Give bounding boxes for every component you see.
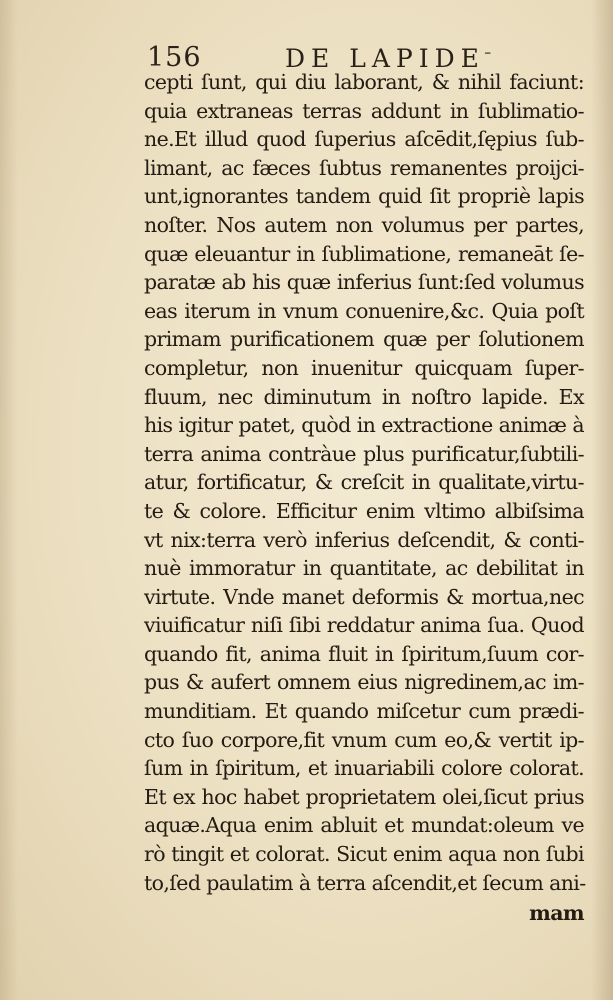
text-line: aquæ.Aqua enim abluit et mundat:oleum ve — [144, 813, 584, 838]
text-line: to,ſed paulatim à terra aſcendit,et ſecum ani- — [144, 870, 586, 895]
text-line: quia extraneas terras addunt in ſublimatio- — [144, 98, 584, 123]
text-line: cto ſuo corpore,fit vnum cum eo,& vertit ip- — [144, 727, 584, 752]
catchword: mam — [529, 901, 584, 926]
text-line: noſter. Nos autem non volumus per partes, — [144, 212, 584, 237]
text-line: Et ex hoc habet proprietatem olei,ſicut prius — [144, 784, 584, 809]
text-line: virtute. Vnde manet deformis & mortua,nec — [144, 584, 584, 609]
text-line: te & colore. Efficitur enim vltimo albiſsima — [144, 498, 584, 523]
text-line: viuificatur niſi ſibi reddatur anima ſua. Quod — [144, 613, 584, 638]
text-line: rò tingit et colorat. Sicut enim aqua non ſubi — [144, 842, 584, 867]
text-line: paratæ ab his quæ inferius ſunt:ſed volumus — [144, 270, 584, 295]
text-line: terra anima contràue plus purificatur,ſubtili- — [144, 441, 584, 466]
text-line: limant, ac fæces ſubtus remanentes proijci- — [144, 155, 584, 180]
text-line: completur, non inuenitur quicquam ſuper- — [144, 355, 584, 380]
text-line: atur, fortificatur, & creſcit in qualitate,virtu- — [144, 470, 584, 495]
text-line: cepti ſunt, qui diu laborant, & nihil faciunt: — [144, 70, 584, 94]
page-number: 156 — [147, 42, 202, 73]
text-line: quando fit, anima fluit in ſpiritum,ſuum cor- — [144, 641, 584, 666]
text-line: his igitur patet, quòd in extractione animæ à — [144, 413, 584, 438]
text-line: pus & aufert omnem eius nigredinem,ac im- — [144, 670, 584, 695]
gutter-shadow — [591, 0, 613, 1000]
text-line: munditiam. Et quando miſcetur cum prædi- — [144, 699, 584, 724]
running-title: DE LAPIDE — [285, 44, 485, 73]
text-line: fluum, nec diminutum in noſtro lapide. Ex — [144, 384, 584, 409]
text-line: nuè immoratur in quantitate, ac debilitat in — [144, 556, 584, 581]
text-line: eas iterum in vnum conuenire,&c. Quia poſt — [144, 298, 584, 323]
text-line: unt,ignorantes tandem quid ſit propriè lapis — [144, 184, 584, 209]
running-head-mark: - — [484, 40, 492, 65]
text-line: quæ eleuantur in ſublimatione, remaneāt ſe- — [144, 241, 584, 266]
text-line: primam purificationem quæ per ſolutionem — [144, 327, 584, 352]
body-text — [144, 68, 584, 928]
text-line: vt nix:terra verò inferius deſcendit, & conti- — [144, 527, 584, 552]
page-edge-shadow — [0, 0, 18, 1000]
text-line: ne.Et illud quod ſuperius aſcēdit,ſępius ſub- — [144, 127, 584, 152]
text-line: ſum in ſpiritum, et inuariabili colore colorat. — [144, 756, 584, 781]
